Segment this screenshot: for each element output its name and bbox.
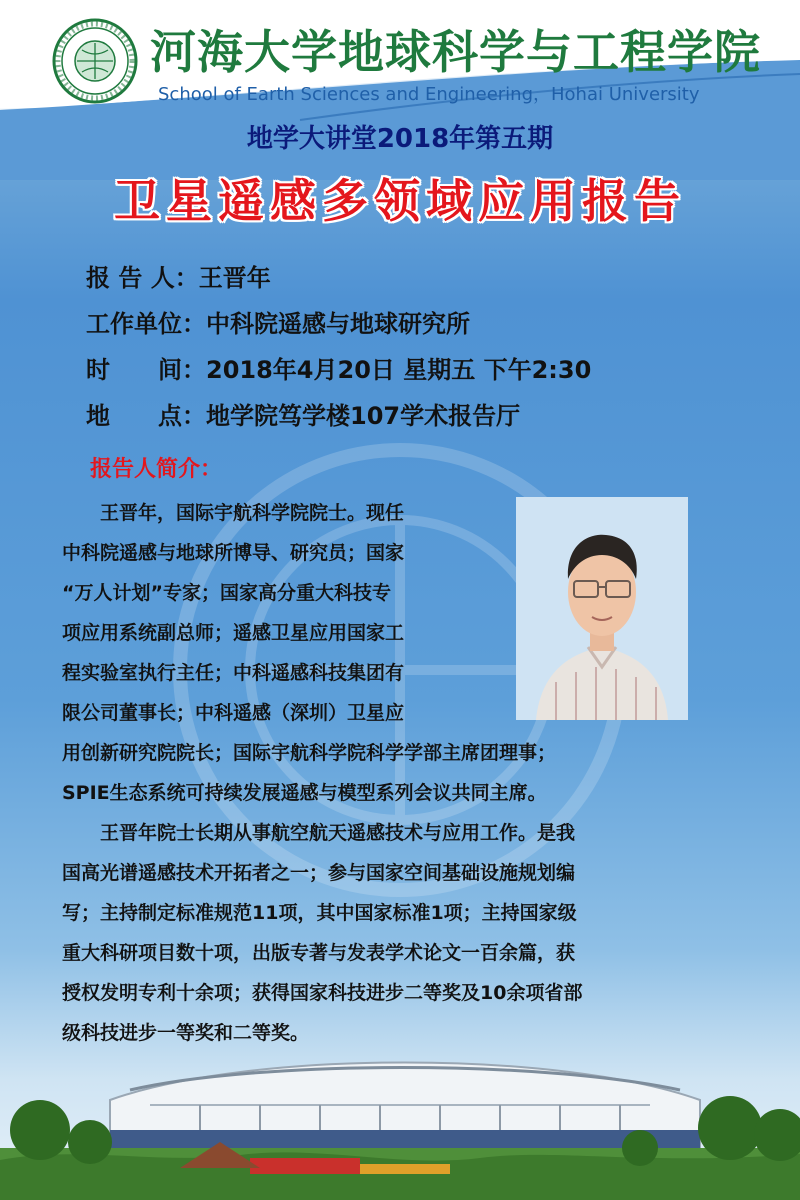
report-title: 卫星遥感多领域应用报告 bbox=[114, 174, 686, 228]
bio-line: 中科院遥感与地球所博导、研究员；国家 bbox=[62, 542, 405, 564]
time-value: 2018年4月20日 星期五 下午2:30 bbox=[206, 356, 592, 384]
bio-line: 用创新研究院院长；国际宇航科学院科学学部主席团理事； bbox=[62, 742, 557, 764]
bio-line: 国高光谱遥感技术开拓者之一；参与国家空间基础设施规划编 bbox=[62, 862, 576, 884]
bio-line: 级科技进步一等奖和二等奖。 bbox=[62, 1022, 310, 1044]
time-row bbox=[86, 350, 591, 396]
bio-line: 项应用系统副总师；遥感卫星应用国家工 bbox=[62, 622, 405, 644]
bio-line: 程实验室执行主任；中科遥感科技集团有 bbox=[62, 662, 405, 684]
lecture-series: 地学大讲堂2018年第五期 bbox=[246, 124, 554, 154]
time-label: 时 间： bbox=[86, 356, 206, 384]
speaker-label: 报 告 人： bbox=[86, 264, 199, 292]
event-info bbox=[86, 258, 591, 442]
bio-line: 王晋年院士长期从事航空航天遥感技术与应用工作。是我 bbox=[62, 822, 576, 844]
bio-line: 王晋年，国际宇航科学院院士。现任 bbox=[62, 502, 405, 524]
bio-paragraph-2 bbox=[62, 813, 582, 1053]
place-label: 地 点： bbox=[86, 402, 206, 430]
speaker-value: 王晋年 bbox=[198, 264, 271, 292]
org-value: 中科院遥感与地球研究所 bbox=[206, 310, 470, 338]
university-seal-icon bbox=[52, 18, 138, 104]
speaker-row bbox=[86, 258, 591, 304]
bio-line: 重大科研项目数十项，出版专著与发表学术论文一百余篇，获 bbox=[62, 942, 576, 964]
bio-line: 授权发明专利十余项；获得国家科技进步二等奖及10余项省部 bbox=[62, 982, 583, 1004]
stadium-scene-image bbox=[0, 1030, 800, 1200]
bio-line: 写；主持制定标准规范11项，其中国家标准1项；主持国家级 bbox=[62, 902, 577, 924]
school-name-en: School of Earth Sciences and Engineering，Hohai University bbox=[158, 84, 700, 105]
school-name-cn: 河海大学地球科学与工程学院 bbox=[150, 25, 761, 79]
org-label: 工作单位： bbox=[86, 310, 206, 338]
bio-heading: 报告人简介： bbox=[90, 457, 223, 482]
place-row bbox=[86, 396, 591, 442]
bio-line: 限公司董事长；中科遥感（深圳）卫星应 bbox=[62, 702, 405, 724]
bio-paragraph-1 bbox=[62, 493, 556, 813]
bio-line: “万人计划”专家；国家高分重大科技专 bbox=[62, 582, 391, 604]
place-value: 地学院笃学楼107学术报告厅 bbox=[206, 402, 521, 430]
org-row bbox=[86, 304, 591, 350]
bio-line: SPIE生态系统可持续发展遥感与模型系列会议共同主席。 bbox=[62, 782, 547, 804]
